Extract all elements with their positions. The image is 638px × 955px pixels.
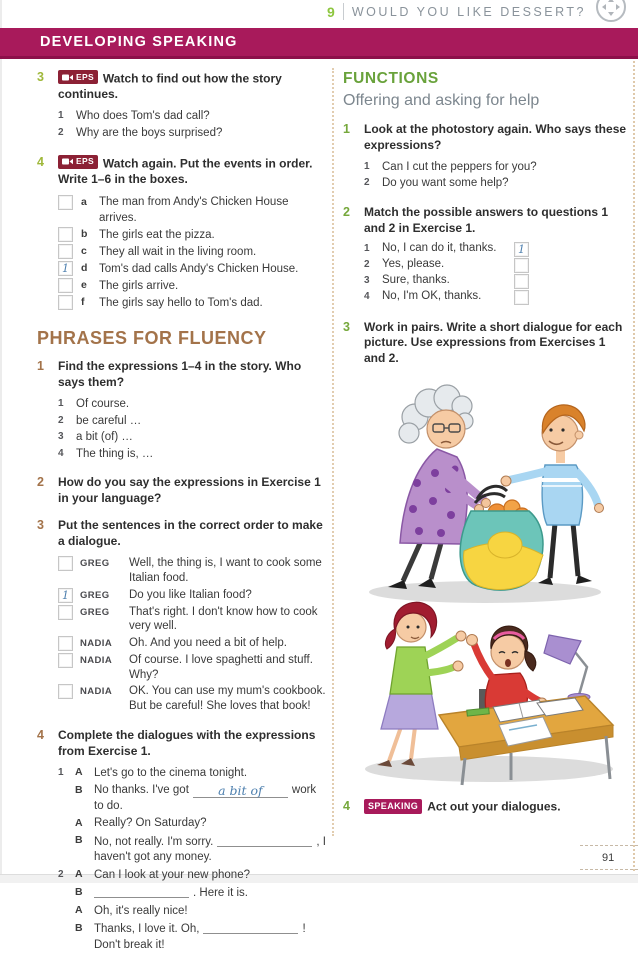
right-column bbox=[343, 70, 630, 815]
match-item: 1 No, I can do it, thanks. 1 bbox=[364, 242, 630, 258]
exercise-watch-3 bbox=[37, 70, 327, 142]
unit-number: 9 bbox=[327, 3, 335, 20]
dialogue-row: GREG That's right. I don't know how to cook very well. bbox=[58, 605, 327, 634]
dialogue-row: NADIA OK. You can use my mum's cookbook. But be careful! She loves that book! bbox=[58, 684, 327, 713]
expression-row: 3 a bit (of) … bbox=[58, 431, 133, 444]
order-item: 1 d Tom's dad calls Andy's Chicken House. bbox=[58, 261, 327, 277]
unit-header-divider bbox=[343, 3, 344, 20]
functions-exercise-2 bbox=[343, 205, 630, 306]
page-number-box bbox=[580, 845, 638, 870]
exercise-title: Match the possible answers to questions 1 and 2 in Exercise 1. bbox=[364, 205, 609, 235]
answer-box[interactable] bbox=[58, 227, 73, 242]
answer-box[interactable] bbox=[58, 295, 73, 310]
dialogue-line: 2 A Can I look at your new phone? bbox=[58, 868, 250, 881]
functions-heading: FUNCTIONS bbox=[343, 70, 439, 87]
answer-box-filled[interactable]: 1 bbox=[58, 588, 73, 603]
video-camera-icon bbox=[62, 74, 73, 81]
page-right-perforation bbox=[633, 30, 635, 871]
video-camera-icon bbox=[62, 158, 73, 165]
exercise-title: SPEAKING Act out your dialogues. bbox=[364, 799, 630, 815]
question-row: 2 Why are the boys surprised? bbox=[58, 125, 327, 142]
dialogue-row: 1 GREG Do you like Italian food? bbox=[58, 588, 327, 603]
exercise-title: Work in pairs. Write a short dialogue for each picture. Use expressions from Exercises 1 and 2. bbox=[364, 319, 623, 366]
functions-exercise-4 bbox=[343, 799, 630, 815]
column-divider bbox=[332, 68, 334, 836]
exercise-number: 3 bbox=[37, 518, 44, 533]
expression-row: 2 be careful … bbox=[58, 414, 142, 427]
expression-row: 1 Of course. bbox=[58, 398, 130, 411]
answer-box[interactable] bbox=[58, 636, 73, 651]
exercise-number: 4 bbox=[37, 154, 44, 169]
match-item: 4 No, I'm OK, thanks. bbox=[364, 290, 630, 306]
exercise-number: 2 bbox=[37, 474, 44, 489]
dialogue-line: 1 A Let's go to the cinema tonight. bbox=[58, 766, 248, 779]
exercise-number: 1 bbox=[37, 359, 44, 374]
left-column bbox=[37, 70, 327, 955]
exercise-number: 4 bbox=[37, 727, 44, 742]
section-banner-title: DEVELOPING SPEAKING bbox=[40, 34, 238, 50]
phrases-for-fluency-heading: PHRASES FOR FLUENCY bbox=[37, 328, 267, 349]
eps-video-badge: EPS bbox=[58, 70, 98, 84]
answer-box[interactable] bbox=[514, 274, 529, 289]
fill-in-blank-answered[interactable]: a bit of bbox=[193, 785, 288, 798]
functions-exercise-1 bbox=[343, 122, 630, 192]
fill-in-blank[interactable] bbox=[217, 834, 312, 847]
fill-in-blank[interactable] bbox=[203, 921, 298, 934]
answer-box[interactable] bbox=[58, 653, 73, 668]
dialogue-line: A Really? On Saturday? bbox=[75, 816, 207, 830]
dialogue-row: NADIA Oh. And you need a bit of help. bbox=[58, 636, 327, 651]
fill-in-blank[interactable] bbox=[94, 885, 189, 898]
answer-box[interactable] bbox=[58, 556, 73, 571]
question-row: 1 Who does Tom's dad call? bbox=[58, 108, 327, 125]
exercise-title: EPS Watch to find out how the story continues. bbox=[58, 71, 282, 102]
illustration-teacher-and-girl-at-desk bbox=[351, 597, 627, 795]
question-row: 1 Can I cut the peppers for you? bbox=[364, 160, 537, 173]
fluency-exercise-3 bbox=[37, 518, 327, 715]
dialogue-line: B No thanks. I've got a bit of work to do. bbox=[75, 783, 317, 812]
section-banner bbox=[0, 28, 638, 59]
exercise-title: How do you say the expressions in Exercise 1 in your language? bbox=[58, 474, 321, 505]
page-left-edge bbox=[0, 0, 2, 883]
page-number: 91 bbox=[602, 851, 615, 864]
unit-header bbox=[327, 3, 586, 20]
exercise-title: EPS Watch again. Put the events in order. Write 1–6 in the boxes. bbox=[58, 156, 313, 187]
order-item: a The man from Andy's Chicken House arrives. bbox=[58, 195, 327, 227]
dialogue-line: B . Here it is. bbox=[75, 885, 248, 900]
dialogue-line: B No, not really. I'm sorry. , I haven't got any money. bbox=[75, 834, 326, 864]
answer-box[interactable] bbox=[514, 290, 529, 305]
fluency-exercise-2 bbox=[37, 475, 327, 507]
match-item: 3 Sure, thanks. bbox=[364, 274, 630, 290]
match-item: 2 Yes, please. bbox=[364, 258, 630, 274]
exercise-number: 3 bbox=[343, 319, 350, 334]
answer-box-filled[interactable]: 1 bbox=[58, 261, 73, 276]
question-row: 2 Do you want some help? bbox=[364, 177, 509, 190]
exercise-title: Put the sentences in the correct order to make a dialogue. bbox=[58, 518, 323, 549]
fluency-exercise-4 bbox=[37, 728, 327, 955]
answer-box[interactable] bbox=[58, 278, 73, 293]
answer-box[interactable] bbox=[58, 195, 73, 210]
answer-box[interactable] bbox=[58, 244, 73, 259]
question-text: Who does Tom's dad call? bbox=[76, 110, 210, 123]
order-item: f The girls say hello to Tom's dad. bbox=[58, 295, 327, 311]
speaking-badge: SPEAKING bbox=[364, 799, 422, 814]
dialogue-row: GREG Well, the thing is, I want to cook some Italian food. bbox=[58, 556, 327, 585]
expression-row: 4 The thing is, … bbox=[58, 448, 154, 461]
exercise-number: 2 bbox=[343, 205, 350, 219]
order-item: c They all wait in the living room. bbox=[58, 244, 327, 260]
expand-arrows-icon[interactable] bbox=[596, 0, 626, 22]
answer-box[interactable] bbox=[58, 684, 73, 699]
dialogue-line: A Oh, it's really nice! bbox=[75, 904, 188, 917]
exercise-number: 1 bbox=[343, 122, 350, 136]
illustration-grandma-and-boy bbox=[357, 373, 625, 611]
exercise-title: Find the expressions 1–4 in the story. Who says them? bbox=[58, 359, 302, 390]
exercise-watch-4 bbox=[37, 155, 327, 313]
functions-subtitle: Offering and asking for help bbox=[343, 92, 540, 109]
eps-video-badge: EPS bbox=[58, 155, 98, 169]
functions-exercise-3 bbox=[343, 320, 630, 367]
dialogue-line: B Thanks, I love it. Oh, ! Don't break it! bbox=[75, 921, 306, 951]
answer-box[interactable] bbox=[58, 605, 73, 620]
exercise-number: 4 bbox=[343, 799, 350, 814]
answer-box-filled[interactable]: 1 bbox=[514, 242, 529, 257]
exercise-title: Look at the photostory again. Who says these expressions? bbox=[364, 122, 627, 152]
answer-box[interactable] bbox=[514, 258, 529, 273]
question-text: Why are the boys surprised? bbox=[76, 126, 223, 139]
exercise-title: Complete the dialogues with the expressions from Exercise 1. bbox=[58, 727, 316, 758]
order-item: b The girls eat the pizza. bbox=[58, 227, 327, 243]
dialogue-row: NADIA Of course. I love spaghetti and stuff. Why? bbox=[58, 653, 327, 682]
exercise-number: 3 bbox=[37, 70, 44, 84]
fluency-exercise-1 bbox=[37, 359, 327, 462]
unit-title: WOULD YOU LIKE DESSERT? bbox=[351, 4, 586, 19]
order-item: e The girls arrive. bbox=[58, 278, 327, 294]
